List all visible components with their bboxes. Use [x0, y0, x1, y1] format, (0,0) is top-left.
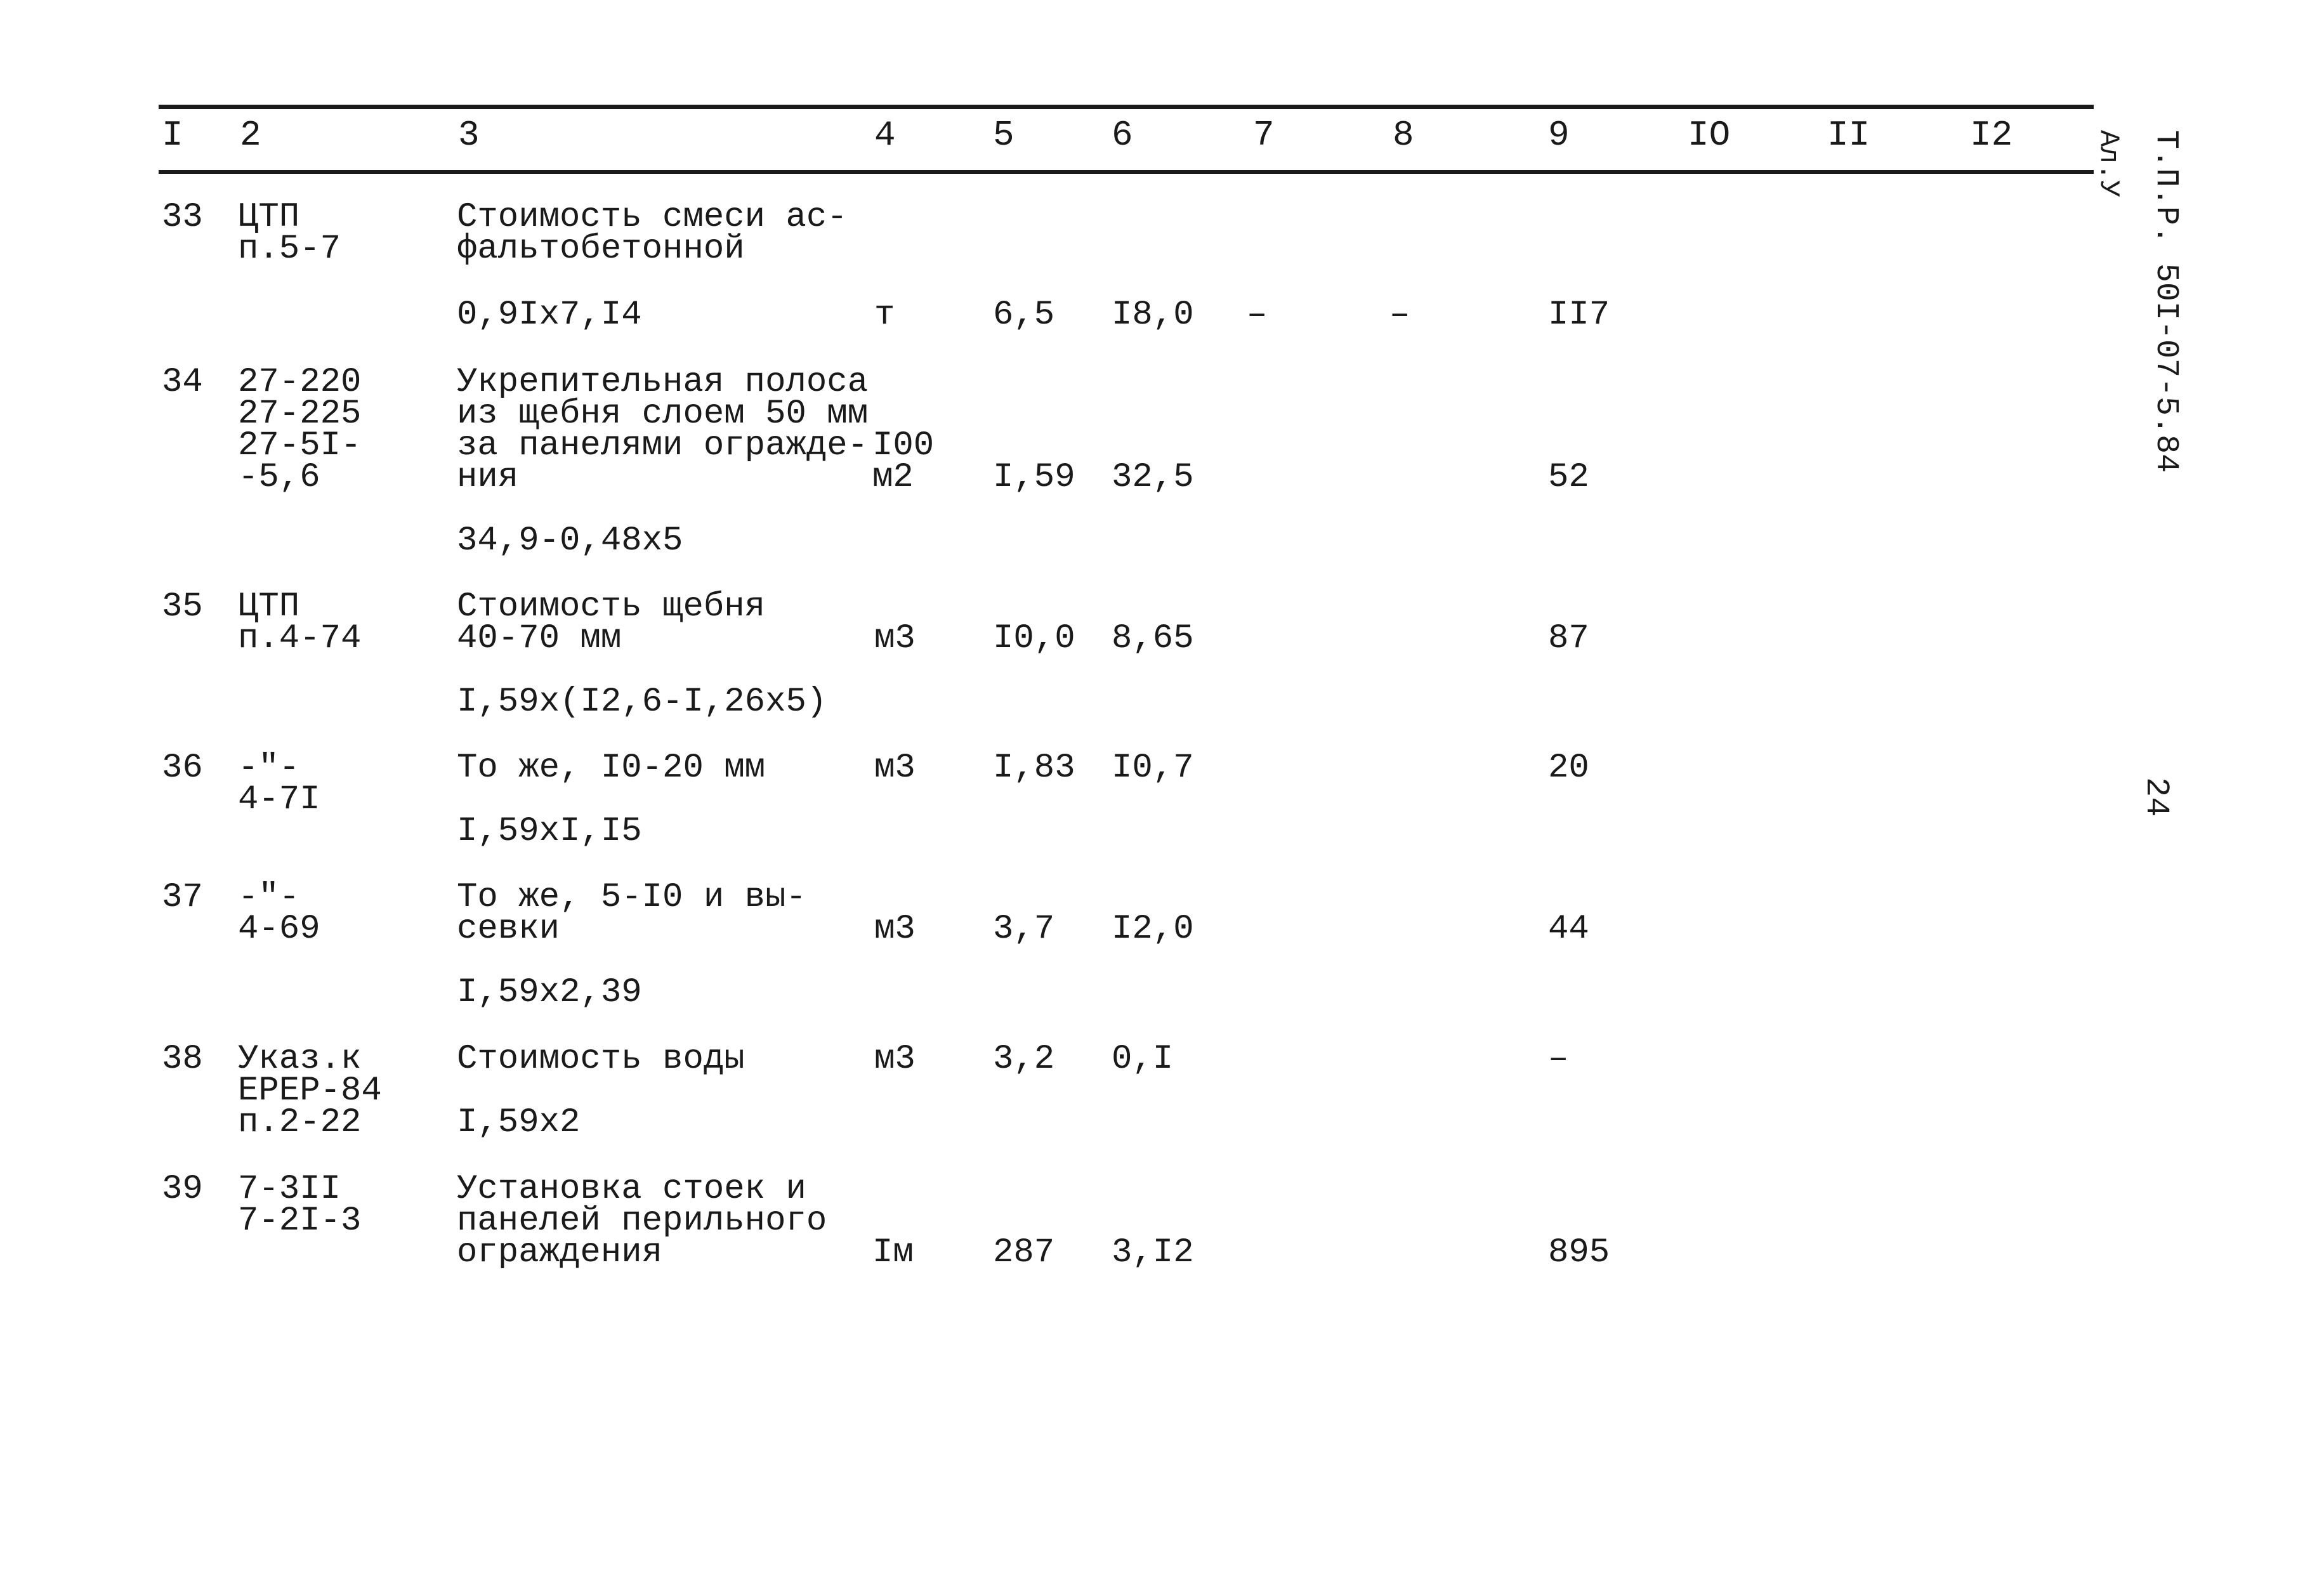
- row-35-unit-price: 8,65: [1112, 619, 1194, 658]
- row-39-number: 39: [162, 1170, 203, 1209]
- row-37-quantity: 3,7: [993, 910, 1055, 948]
- row-34-unit-line-1: I00: [872, 426, 935, 465]
- row-36-formula: I,59хI,I5: [457, 812, 642, 851]
- row-33-quantity: 6,5: [993, 296, 1055, 334]
- row-33-formula: 0,9Iх7,I4: [457, 296, 642, 334]
- col-header-9: 9: [1548, 115, 1570, 155]
- row-34-total: 52: [1548, 458, 1589, 497]
- row-34-number: 34: [162, 363, 203, 402]
- row-33-col-7: –: [1247, 296, 1268, 334]
- row-34-unit-price: 32,5: [1112, 458, 1194, 497]
- col-header-3: 3: [458, 115, 480, 155]
- row-36-code-line-2: 4-7I: [238, 780, 320, 819]
- row-38-quantity: 3,2: [993, 1040, 1055, 1079]
- row-33-unit: т: [874, 296, 895, 334]
- row-37-name-line-1: То же, 5-I0 и вы-: [457, 878, 806, 917]
- row-34-quantity: I,59: [993, 458, 1075, 497]
- row-37-unit: м3: [874, 910, 916, 948]
- row-33-code-line-2: п.5-7: [238, 230, 341, 268]
- col-header-8: 8: [1393, 115, 1414, 155]
- row-38-unit: м3: [874, 1040, 916, 1079]
- row-34-code-line-2: 27-225: [238, 395, 362, 433]
- row-33-unit-price: I8,0: [1112, 296, 1194, 334]
- row-35-name-line-2: 40-70 мм: [457, 619, 622, 658]
- row-34-unit-line-2: м2: [872, 458, 914, 497]
- row-39-total: 895: [1548, 1233, 1610, 1272]
- row-34-name-line-4: ния: [457, 458, 519, 497]
- col-header-10: IO: [1688, 115, 1731, 155]
- row-36-number: 36: [162, 749, 203, 787]
- row-34-name-line-1: Укрепительная полоса: [457, 363, 869, 402]
- row-35-code-line-1: ЦТП: [238, 587, 300, 626]
- row-38-number: 38: [162, 1040, 203, 1079]
- page-number: 24: [2137, 777, 2175, 817]
- col-header-11: II: [1827, 115, 1870, 155]
- row-38-code-line-2: ЕРЕР-84: [238, 1072, 382, 1110]
- row-36-quantity: I,83: [993, 749, 1075, 787]
- row-35-total: 87: [1548, 619, 1589, 658]
- row-37-unit-price: I2,0: [1112, 910, 1194, 948]
- header-bottom-rule: [159, 170, 2094, 174]
- row-37-name-line-2: севки: [457, 910, 560, 948]
- row-35-quantity: I0,0: [993, 619, 1075, 658]
- row-37-formula: I,59х2,39: [457, 973, 642, 1012]
- row-36-name: То же, I0-20 мм: [457, 749, 766, 787]
- album-label: Ал.У: [2092, 130, 2124, 197]
- row-33-total: II7: [1548, 296, 1610, 334]
- row-33-name-line-2: фальтобетонной: [457, 230, 745, 268]
- row-35-name-line-1: Стоимость щебня: [457, 587, 766, 626]
- row-36-code-line-1: -"-: [238, 749, 300, 787]
- row-35-unit: м3: [874, 619, 916, 658]
- col-header-4: 4: [874, 115, 896, 155]
- col-header-12: I2: [1970, 115, 2013, 155]
- row-34-name-line-3: за панелями огражде-: [457, 426, 869, 465]
- row-33-code-line-1: ЦТП: [238, 198, 300, 237]
- row-36-unit: м3: [874, 749, 916, 787]
- row-39-name-line-2: панелей перильного: [457, 1202, 827, 1240]
- col-header-7: 7: [1253, 115, 1275, 155]
- row-37-code-line-2: 4-69: [238, 910, 320, 948]
- row-35-number: 35: [162, 587, 203, 626]
- row-38-total: –: [1548, 1040, 1569, 1079]
- row-34-formula: 34,9-0,48х5: [457, 521, 683, 560]
- row-37-number: 37: [162, 878, 203, 917]
- row-39-name-line-1: Установка стоек и: [457, 1170, 806, 1209]
- row-37-code-line-1: -"-: [238, 878, 300, 917]
- row-34-code-line-4: -5,6: [238, 458, 320, 497]
- col-header-5: 5: [993, 115, 1014, 155]
- row-34-code-line-1: 27-220: [238, 363, 362, 402]
- row-33-number: 33: [162, 198, 203, 237]
- row-38-name: Стоимость воды: [457, 1040, 745, 1079]
- col-header-1: I: [162, 115, 183, 155]
- row-38-code-line-3: п.2-22: [238, 1103, 362, 1142]
- row-34-name-line-2: из щебня слоем 50 мм: [457, 395, 869, 433]
- row-37-total: 44: [1548, 910, 1589, 948]
- row-35-formula: I,59х(I2,6-I,26х5): [457, 683, 827, 721]
- row-39-name-line-3: ограждения: [457, 1233, 663, 1272]
- row-39-unit: Iм: [872, 1233, 914, 1272]
- row-33-name-line-1: Стоимость смеси ас-: [457, 198, 848, 237]
- row-38-unit-price: 0,I: [1112, 1040, 1174, 1079]
- row-34-code-line-3: 27-5I-: [238, 426, 362, 465]
- document-code: Т.П.Р. 50I-07-5.84: [2148, 130, 2184, 473]
- col-header-6: 6: [1112, 115, 1133, 155]
- row-39-code-line-1: 7-3II: [238, 1170, 341, 1209]
- row-39-code-line-2: 7-2I-3: [238, 1202, 362, 1240]
- row-36-unit-price: I0,7: [1112, 749, 1194, 787]
- row-35-code-line-2: п.4-74: [238, 619, 362, 658]
- col-header-2: 2: [240, 115, 261, 155]
- table-top-rule: [159, 105, 2094, 109]
- row-39-quantity: 287: [993, 1233, 1055, 1272]
- row-38-formula: I,59х2: [457, 1103, 581, 1142]
- row-39-unit-price: 3,I2: [1112, 1233, 1194, 1272]
- row-33-col-8: –: [1389, 296, 1410, 334]
- row-38-code-line-1: Указ.к: [238, 1040, 362, 1079]
- row-36-total: 20: [1548, 749, 1589, 787]
